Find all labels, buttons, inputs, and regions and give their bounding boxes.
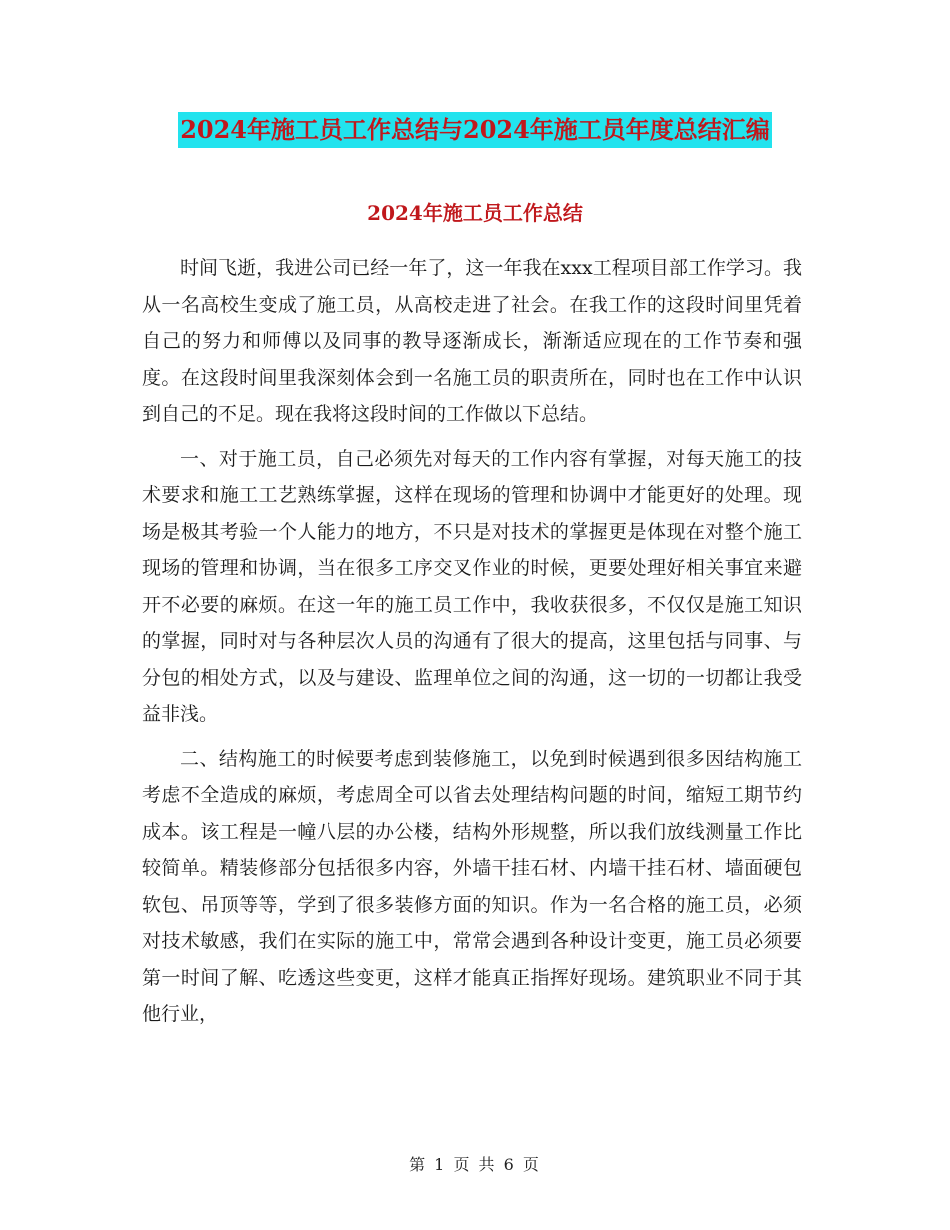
document-title: 2024年施工员工作总结与2024年施工员年度总结汇编: [178, 112, 772, 148]
section-title: 2024年施工员工作总结: [367, 201, 583, 225]
document-title-container: [0, 112, 950, 148]
paragraph-intro: 时间飞逝，我进公司已经一年了，这一年我在xxx工程项目部工作学习。我从一名高校生变成了施工员，从高校走进了社会。在我工作的这段时间里凭着自己的努力和师傅以及同事的教导逐渐成长，渐渐适应现在的工作节奏和强度。在这段时间里我深刻体会到一名施工员的职责所在，同时也在工作中认识到自己的不足。现在我将这段时间的工作做以下总结。: [142, 257, 802, 425]
page-footer: 第 1 页 共 6 页: [409, 1155, 541, 1174]
document-body: [142, 216, 802, 1033]
paragraph-point-two: 二、结构施工的时候要考虑到装修施工，以免到时候遇到很多因结构施工考虑不全造成的麻烦，考虑周全可以省去处理结构问题的时间，缩短工期节约成本。该工程是一幢八层的办公楼，结构外形规整，所以我们放线测量工作比较简单。精装修部分包括很多内容，外墙干挂石材、内墙干挂石材、墙面硬包软包、吊顶等等，学到了很多装修方面的知识。作为一名合格的施工员，必须对技术敏感，我们在实际的施工中，常常会遇到各种设计变更，施工员必须要第一时间了解、吃透这些变更，这样才能真正指挥好现场。建筑职业不同于其他行业，: [142, 747, 802, 1025]
paragraph-point-one: 一、对于施工员，自己必须先对每天的工作内容有掌握，对每天施工的技术要求和施工工艺熟练掌握，这样在现场的管理和协调中才能更好的处理。现场是极其考验一个人能力的地方，不只是对技术的掌握更是体现在对整个施工现场的管理和协调，当在很多工序交叉作业的时候，更要处理好相关事宜来避开不必要的麻烦。在这一年的施工员工作中，我收获很多，不仅仅是施工知识的掌握，同时对与各种层次人员的沟通有了很大的提高，这里包括与同事、与分包的相处方式，以及与建设、监理单位之间的沟通，这一切的一切都让我受益非浅。: [142, 447, 802, 725]
